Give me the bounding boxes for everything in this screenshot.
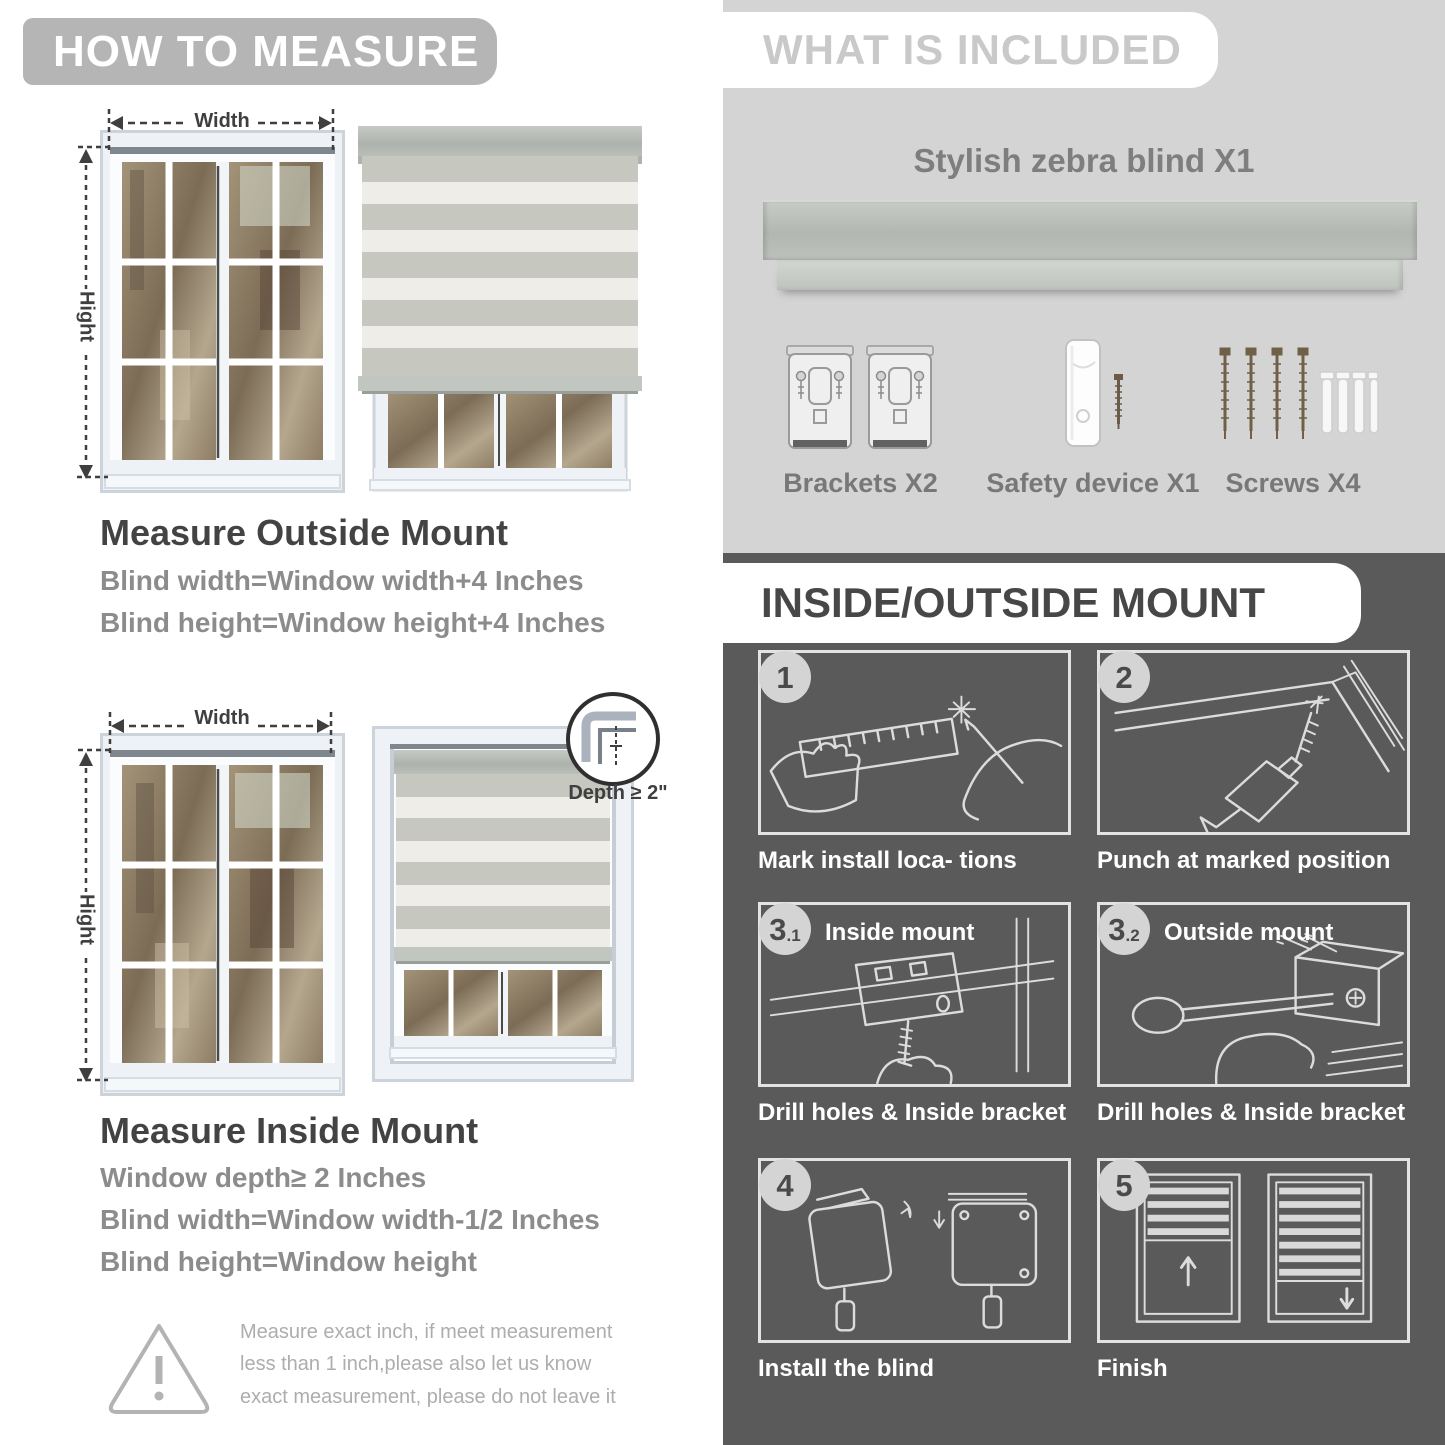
height-label-outside: Hight — [75, 290, 98, 343]
inside-mount-title: Measure Inside Mount — [100, 1110, 479, 1151]
step-3-1-subnumber: .1 — [786, 925, 801, 945]
step-4-box — [758, 1158, 1071, 1343]
step-4-caption: Install the blind — [758, 1355, 935, 1382]
step-3-2-title: Outside mount — [1164, 919, 1334, 946]
step-3-1-box — [758, 902, 1071, 1087]
step-2-box — [1097, 650, 1410, 835]
inside-depth-formula: Window depth≥ 2 Inches — [100, 1162, 427, 1193]
step-5-caption: Finish — [1097, 1355, 1168, 1382]
outside-width-formula: Blind width=Window width+4 Inches — [100, 565, 584, 596]
how-to-measure-title: HOW TO MEASURE — [53, 27, 480, 76]
step-3-1-title: Inside mount — [825, 919, 975, 946]
step-3-1-caption: Drill holes & Inside bracket — [758, 1099, 1067, 1126]
step-1-caption: Mark install loca- tions — [758, 847, 1017, 874]
height-label-inside: Hight — [75, 893, 98, 946]
measure-warning-text: Measure exact inch, if meet measurement less than 1 inch,please also let us know exact measurement, please do not leave it — [240, 1321, 616, 1408]
mount-header-title: INSIDE/OUTSIDE MOUNT — [761, 579, 1266, 626]
step-3-2-number: 3 — [1108, 911, 1126, 947]
inside-height-formula: Blind height=Window height — [100, 1246, 477, 1277]
brackets-icon — [785, 342, 935, 462]
mount-instructions-panel — [723, 553, 1445, 1445]
width-label-outside: Width — [194, 110, 250, 132]
step-2-badge — [1098, 651, 1150, 703]
step-5-box — [1097, 1158, 1410, 1343]
step-3-2-box — [1097, 902, 1410, 1087]
blind-headrail-top-bar — [763, 200, 1417, 260]
outside-mount-title: Measure Outside Mount — [100, 512, 509, 553]
outside-height-formula: Blind height=Window height+4 Inches — [100, 607, 606, 638]
what-is-included-title: WHAT IS INCLUDED — [763, 26, 1182, 73]
step-3-1-badge — [759, 903, 811, 955]
step-1-number: 1 — [776, 659, 794, 695]
inside-width-formula: Blind width=Window width-1/2 Inches — [100, 1204, 600, 1235]
what-is-included-header — [723, 12, 1218, 88]
step-3-2-subnumber: .2 — [1125, 925, 1140, 945]
depth-magnifier-icon — [566, 692, 660, 786]
safety-device-icon — [1060, 338, 1140, 456]
step-5-number: 5 — [1115, 1167, 1133, 1203]
step-3-2-badge — [1098, 903, 1150, 955]
width-label-inside: Width — [194, 707, 250, 729]
step-4-badge — [759, 1159, 811, 1211]
step-2-caption: Punch at marked position — [1097, 847, 1391, 874]
zebra-blind-outside-illustration — [358, 124, 642, 496]
mount-header — [723, 563, 1361, 643]
depth-label: Depth ≥ 2" — [568, 782, 668, 804]
step-1-box — [758, 650, 1071, 835]
safety-device-label: Safety device X1 — [986, 468, 1200, 498]
blind-headrail-bottom-bar — [777, 260, 1403, 290]
step-3-1-number: 3 — [769, 911, 787, 947]
step-2-number: 2 — [1115, 659, 1133, 695]
brackets-label: Brackets X2 — [783, 468, 938, 498]
step-1-badge — [759, 651, 811, 703]
step-3-2-caption: Drill holes & Inside bracket — [1097, 1099, 1406, 1126]
what-is-included-panel — [723, 0, 1445, 553]
product-title: Stylish zebra blind X1 — [913, 142, 1255, 179]
screws-label: Screws X4 — [1225, 468, 1361, 498]
how-to-measure-header — [23, 18, 497, 85]
step-5-badge — [1098, 1159, 1150, 1211]
screws-icon — [1215, 346, 1380, 458]
warning-triangle-icon — [103, 1316, 215, 1418]
step-4-number: 4 — [776, 1167, 794, 1203]
